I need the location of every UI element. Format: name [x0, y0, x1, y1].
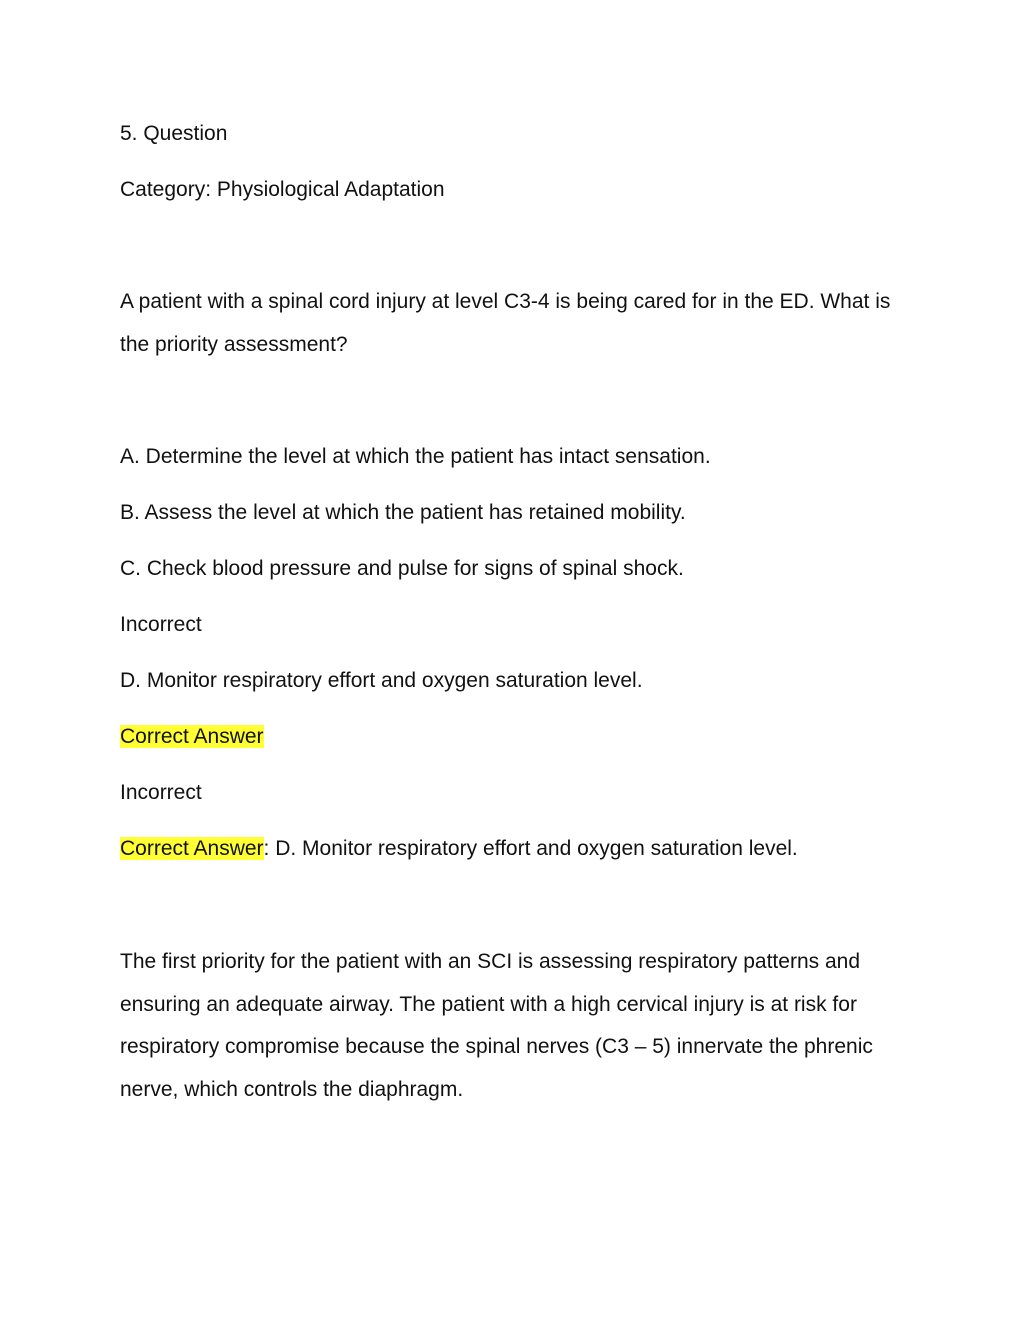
question-stem: A patient with a spinal cord injury at level C3-4 is being cared for in the ED. What is the priority assessment? — [120, 290, 891, 356]
correct-answer-line — [120, 837, 900, 861]
question-number: 5. Question — [120, 122, 228, 145]
correct-answer-highlight: Correct Answer — [120, 725, 264, 748]
incorrect-label-2: Incorrect — [120, 781, 202, 804]
question-category: Category: Physiological Adaptation — [120, 178, 445, 201]
correct-answer-text: : D. Monitor respiratory effort and oxygen saturation level. — [263, 837, 798, 860]
option-a: A. Determine the level at which the patient has intact sensation. — [120, 445, 711, 468]
option-c: C. Check blood pressure and pulse for signs of spinal shock. — [120, 557, 684, 580]
option-b: B. Assess the level at which the patient has retained mobility. — [120, 501, 686, 524]
option-d: D. Monitor respiratory effort and oxygen saturation level. — [120, 669, 643, 692]
correct-answer-marker — [120, 725, 900, 749]
correct-answer-label: Correct Answer — [120, 837, 264, 860]
rationale-paragraph: The first priority for the patient with an SCI is assessing respiratory patterns and ensuring an adequate airway. The patient with a high cervical injury is at risk for respiratory compromise because the spinal nerves (C3 – 5) innervate the phrenic nerve, which controls the diaphragm. — [120, 950, 873, 1102]
incorrect-label-1: Incorrect — [120, 613, 202, 636]
